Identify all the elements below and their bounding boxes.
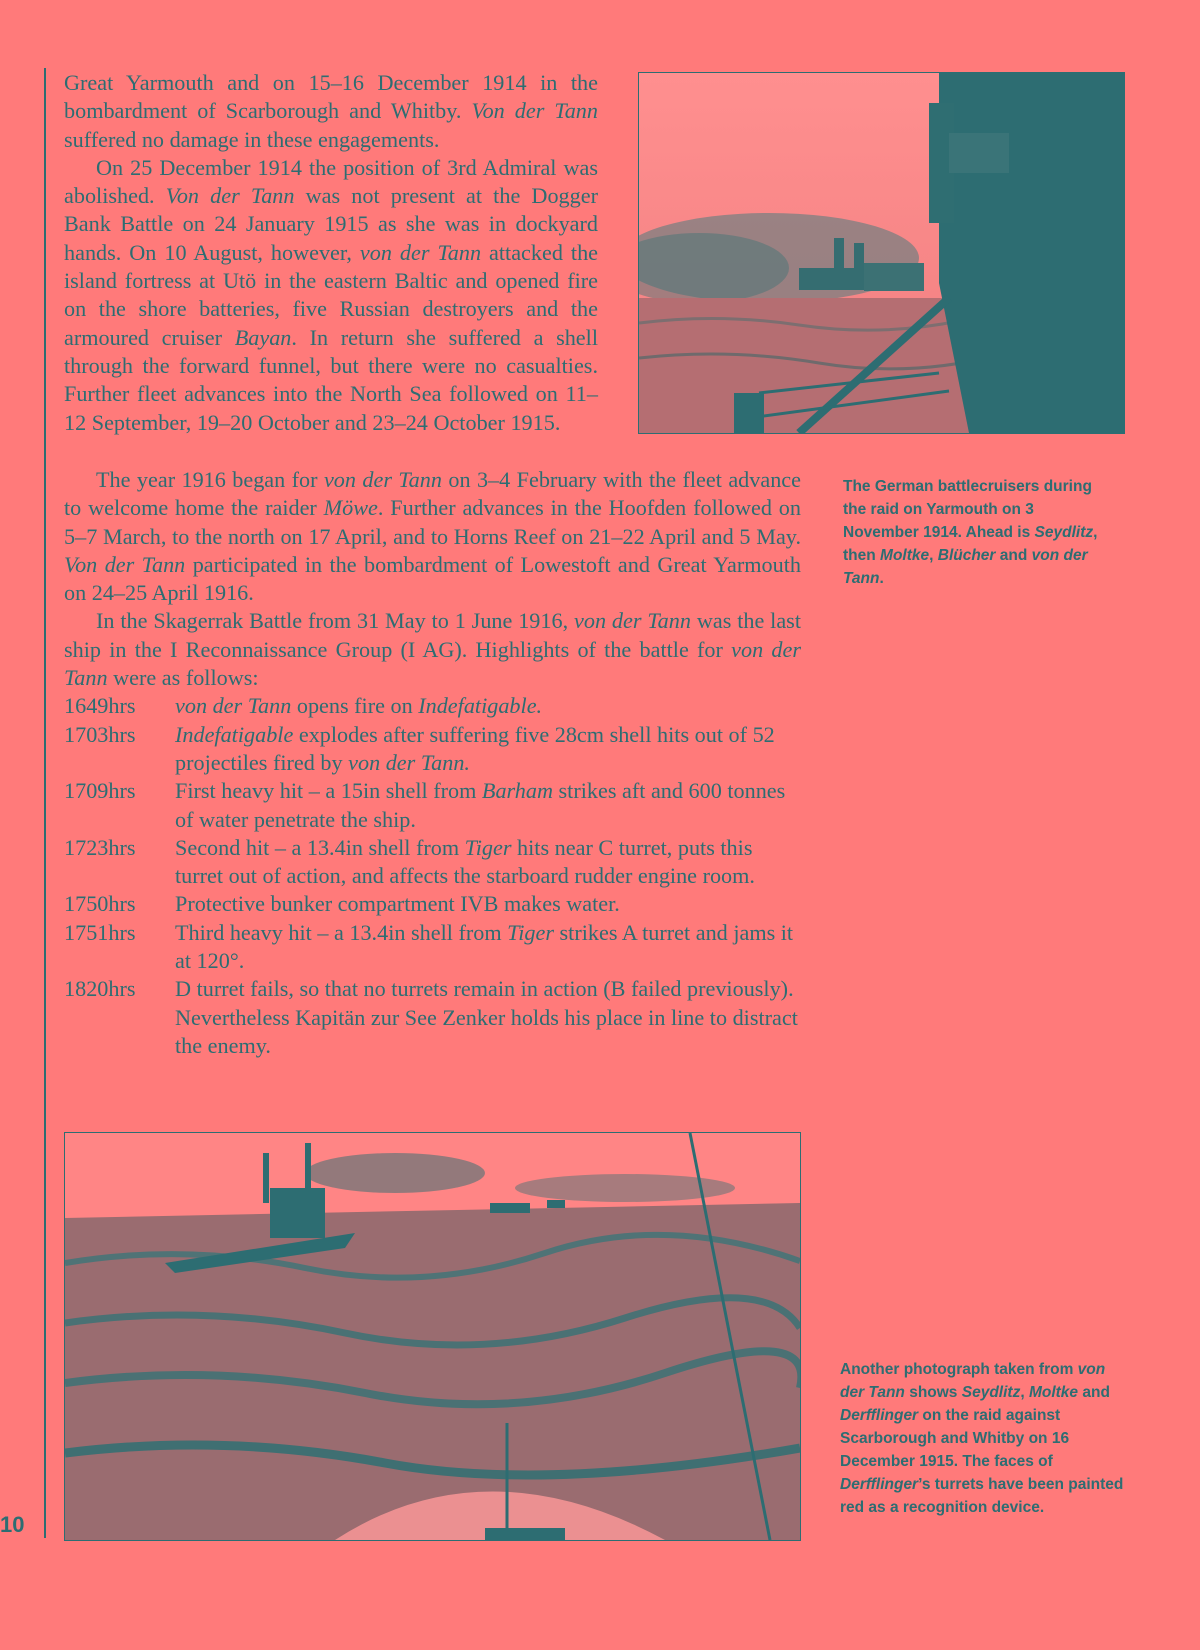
timeline-entry xyxy=(64,919,801,976)
paragraph-4: In the Skagerrak Battle from 31 May to 1 June 1916, von der Tann was the last ship in the I Reconnaissance Group (I AG). Highlights of the battle for von der Tann were as follows: xyxy=(64,608,801,691)
timeline-time: 1723hrs xyxy=(64,834,136,860)
timeline-text: Third heavy hit – a 13.4in shell from Tiger strikes A turret and jams it at 120°. xyxy=(175,919,794,974)
photo-battlecruisers-yarmouth xyxy=(638,72,1125,434)
paragraph-3: The year 1916 began for von der Tann on 3–4 February with the fleet advance to welcome home the raider Möwe. Further advances in the Hoofden followed on 5–7 March, to the north on 17 April, and to Horns Reef on 21–22 April and 5 May. Von der Tann participated in the bombardment of Lowestoft and Great Yarmouth on 24–25 April 1916. xyxy=(64,467,801,606)
timeline-text: Protective bunker compartment IVB makes water. xyxy=(175,891,620,917)
timeline-entry xyxy=(64,890,801,918)
body-text-column-top xyxy=(64,69,598,437)
timeline-text: Indefatigable explodes after suffering five 28cm shell hits out of 52 projectiles fired by von der Tann. xyxy=(175,721,775,775)
timeline-time: 1703hrs xyxy=(64,721,136,747)
timeline-time: 1751hrs xyxy=(64,919,136,945)
battle-timeline xyxy=(64,692,801,1060)
timeline-text: First heavy hit – a 15in shell from Barham strikes aft and 600 tonnes of water penetrate the ship. xyxy=(175,778,786,832)
timeline-text: von der Tann opens fire on Indefatigable. xyxy=(175,693,543,719)
paragraph-2: On 25 December 1914 the position of 3rd Admiral was abolished. Von der Tann was not present at the Dogger Bank Battle on 24 January 1915 as she was in dockyard hands. On 10 August, however, von der Tann attacked the island fortress at Utö in the eastern Baltic and opened fire on the shore batteries, five Russian destroyers and the armoured cruiser Bayan. In return she suffered a shell through the forward funnel, but there were no casualties. Further fleet advances into the North Sea followed on 11–12 September, 19–20 October and 23–24 October 1915. xyxy=(64,154,599,435)
timeline-time: 1820hrs xyxy=(64,976,136,1002)
page-number: 10 xyxy=(0,1512,25,1537)
paragraph-1: Great Yarmouth and on 15–16 December 1914 in the bombardment of Scarborough and Whitby. Von der Tann suffered no damage in these engagements. xyxy=(64,70,598,152)
timeline-time: 1750hrs xyxy=(64,891,136,917)
timeline-time: 1709hrs xyxy=(64,778,136,804)
timeline-entry xyxy=(64,721,801,778)
timeline-text: D turret fails, so that no turrets remain in action (B failed previously). Nevertheless Kapitän zur See Zenker holds his place in line to distract the enemy. xyxy=(175,976,798,1058)
caption-top-photo: The German battlecruisers during the raid on Yarmouth on 3 November 1914. Ahead is Seydlitz, then Moltke, Blücher and von der Tann. xyxy=(843,478,1098,587)
photo-scarborough-raid xyxy=(64,1132,801,1541)
caption-bottom-photo: Another photograph taken from von der Tann shows Seydlitz, Moltke and Derfflinger on the raid against Scarborough and Whitby on 16 December 1915. The faces of Derfflinger’s turrets have been painted red as a recognition device. xyxy=(840,1361,1124,1516)
body-text-column-wide xyxy=(64,466,801,1060)
margin-rule xyxy=(44,68,46,1538)
timeline-entry xyxy=(64,975,801,1060)
timeline-text: Second hit – a 13.4in shell from Tiger hits near C turret, puts this turret out of action, and affects the starboard rudder engine room. xyxy=(175,834,755,889)
timeline-entry xyxy=(64,834,801,891)
timeline-entry xyxy=(64,777,801,834)
timeline-time: 1649hrs xyxy=(64,693,136,719)
timeline-entry xyxy=(64,692,801,720)
